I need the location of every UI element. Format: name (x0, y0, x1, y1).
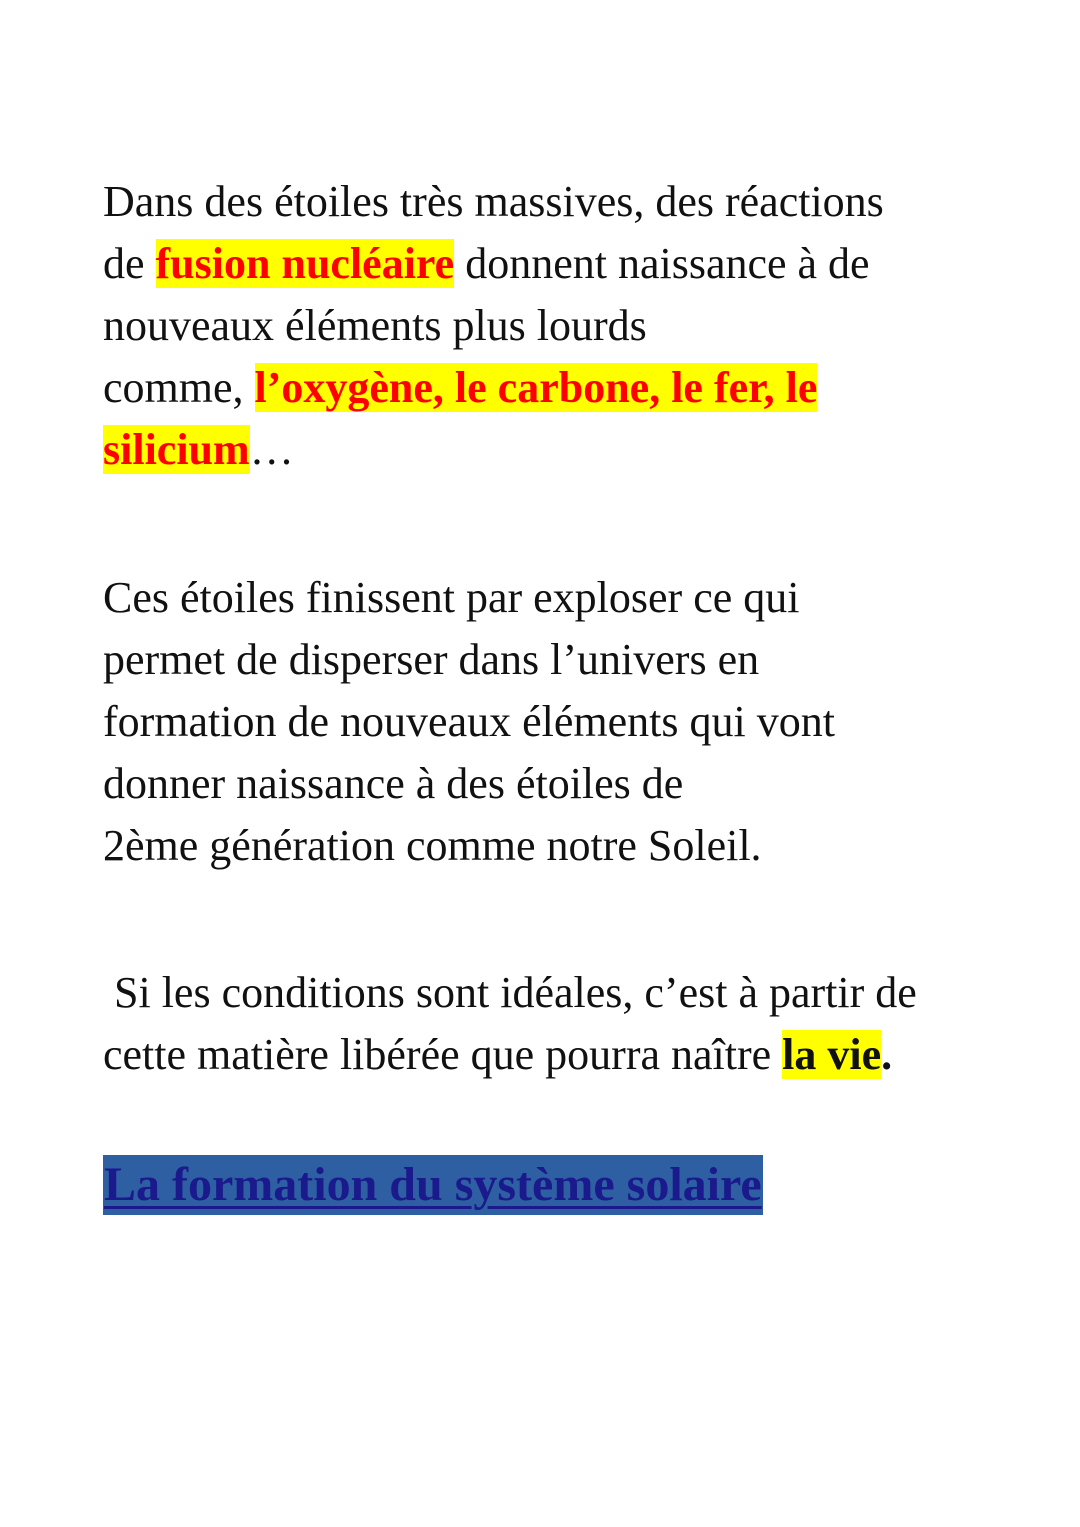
paragraph-line: permet de disperser dans l’univers en (103, 635, 760, 684)
paragraph-line: cette matière libérée que pourra naître la vie. (103, 1030, 893, 1079)
paragraph-line: donner naissance à des étoiles de (103, 759, 684, 808)
paragraph-line: 2ème génération comme notre Soleil. (103, 821, 762, 870)
paragraph-line: nouveaux éléments plus lourds (103, 301, 647, 350)
highlight-fusion-nucleaire: fusion nucléaire (155, 239, 455, 288)
paragraph-origin-of-life (103, 962, 1003, 1086)
paragraph-line: de fusion nucléaire donnent naissance à de (103, 239, 870, 288)
highlight-silicium: silicium (103, 425, 250, 474)
paragraph-line: formation de nouveaux éléments qui vont (103, 697, 835, 746)
highlight-la-vie: la vie (782, 1030, 882, 1079)
highlight-elements-list: l’oxygène, le carbone, le fer, le (254, 363, 818, 412)
paragraph-line: Si les conditions sont idéales, c’est à partir de (103, 968, 917, 1017)
paragraph-massive-stars (103, 171, 1003, 481)
paragraph-line: comme, l’oxygène, le carbone, le fer, le (103, 363, 818, 412)
paragraph-line: Dans des étoiles très massives, des réactions (103, 177, 884, 226)
section-heading-solar-system: La formation du système solaire (103, 1155, 763, 1215)
paragraph-star-explosion (103, 567, 1003, 877)
paragraph-line: Ces étoiles finissent par exploser ce qui (103, 573, 800, 622)
paragraph-line: silicium… (103, 425, 294, 474)
